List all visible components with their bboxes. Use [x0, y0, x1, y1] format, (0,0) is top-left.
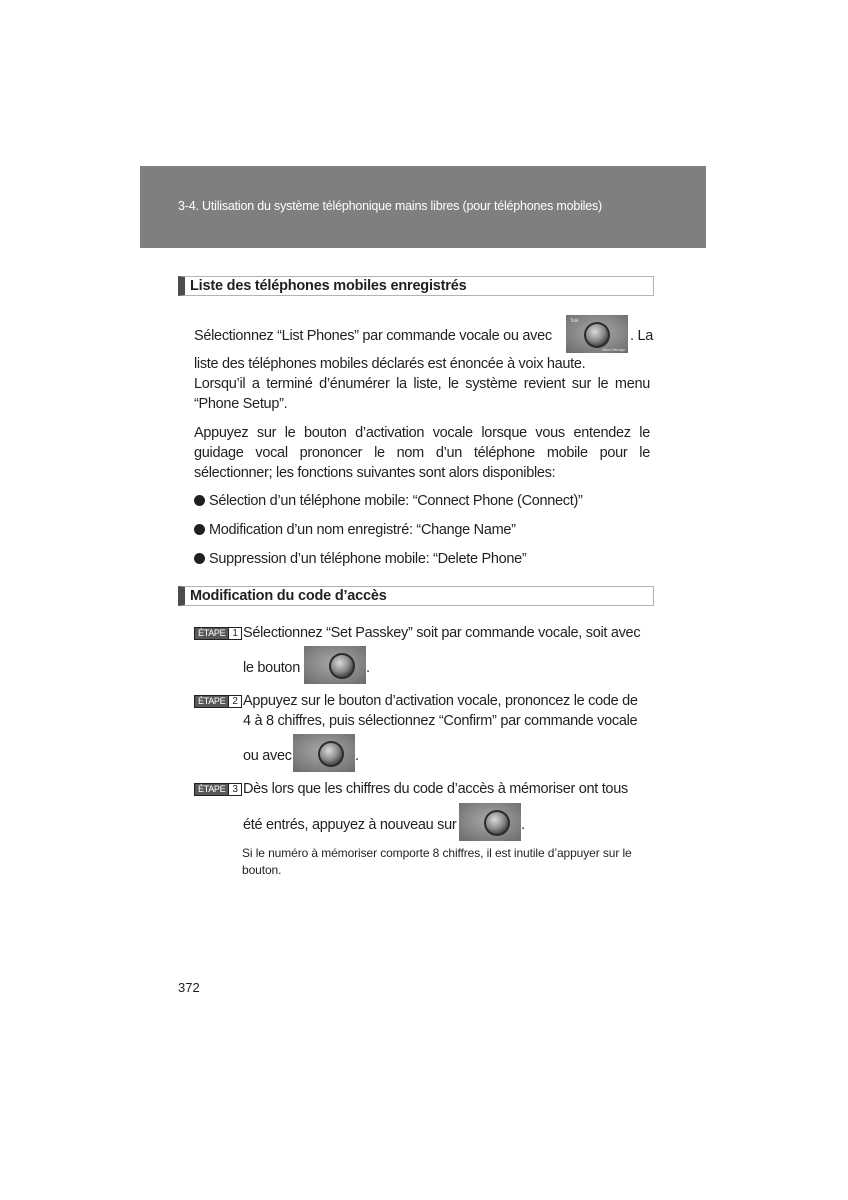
- bullet-item: Modification d’un nom enregistré: “Change Name”: [194, 520, 516, 540]
- talk-button-icon: [566, 315, 628, 353]
- paragraph-list-phones-line1: Sélectionnez “List Phones” par commande vocale ou avec: [194, 328, 552, 344]
- bullet-item: Suppression d’un téléphone mobile: “Delete Phone”: [194, 549, 526, 569]
- section-title: Liste des téléphones mobiles enregistrés: [190, 278, 467, 294]
- svg-text:Voice Recogn: Voice Recogn: [602, 348, 626, 352]
- step-badge-2: ÉTAPE 2: [194, 695, 242, 708]
- talk-button-icon: [459, 803, 521, 841]
- step-1-text: Sélectionnez “Set Passkey” soit par commande vocale, soit avec: [243, 625, 641, 641]
- bullet-icon: [194, 553, 205, 564]
- paragraph-return-menu: Lorsqu’il a terminé d’énumérer la liste, le système revient sur le menu “Phone Setup”.: [194, 376, 650, 412]
- chapter-header: [140, 166, 706, 248]
- step-1-text-line2: le bouton: [243, 660, 300, 676]
- bullet-item: Sélection d’un téléphone mobile: “Connect Phone (Connect)”: [194, 491, 583, 511]
- talk-button-icon: [293, 734, 355, 772]
- paragraph-voice-guidance: Appuyez sur le bouton d’activation vocale lorsque vous entendez le guidage vocal prononcer le nom d’un téléphone mobile pour le sélectionner; les fonctions suivantes sont alors disponibles:: [194, 425, 650, 481]
- section-heading-phone-list: [178, 276, 654, 296]
- step-3-text: Dès lors que les chiffres du code d’accès à mémoriser ont tous: [243, 781, 628, 797]
- step-2-text-line1b: 4 à 8 chiffres, puis sélectionnez “Confirm” par commande vocale: [243, 713, 638, 729]
- step-2-text-line2: ou avec: [243, 748, 292, 764]
- section-title: Modification du code d’accès: [190, 588, 387, 604]
- step-3-end: .: [521, 817, 525, 833]
- paragraph-list-phones-end: . La: [630, 328, 653, 344]
- step-badge-3: ÉTAPE 3: [194, 783, 242, 796]
- talk-button-icon: [304, 646, 366, 684]
- step-badge-1: ÉTAPE 1: [194, 627, 242, 640]
- bullet-icon: [194, 524, 205, 535]
- step-2-text: Appuyez sur le bouton d’activation vocale, prononcez le code de: [243, 693, 638, 709]
- note-text: Si le numéro à mémoriser comporte 8 chiffres, il est inutile d’appuyer sur le bouton.: [242, 846, 632, 877]
- bullet-icon: [194, 495, 205, 506]
- page-number: 372: [178, 980, 200, 995]
- step-2-end: .: [355, 748, 359, 764]
- section-heading-passkey: [178, 586, 654, 606]
- step-3-text-line2: été entrés, appuyez à nouveau sur: [243, 817, 457, 833]
- svg-text:Talk: Talk: [570, 319, 579, 324]
- chapter-title: 3-4. Utilisation du système téléphonique mains libres (pour téléphones mobiles): [178, 199, 603, 213]
- paragraph-list-phones-line2: liste des téléphones mobiles déclarés est énoncée à voix haute.: [194, 356, 586, 372]
- step-1-end: .: [366, 660, 370, 676]
